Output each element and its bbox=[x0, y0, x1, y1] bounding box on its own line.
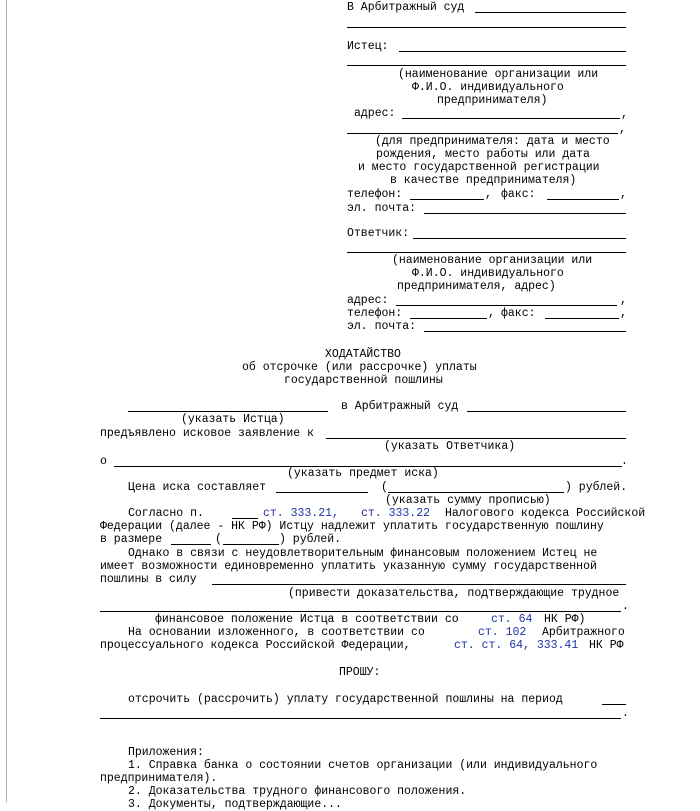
entrepreneur-hint-3: и место государственной регистрации bbox=[358, 161, 600, 174]
plaintiff-blank-2[interactable] bbox=[347, 65, 626, 66]
attachments-title: Приложения: bbox=[128, 746, 204, 759]
para3-line1-start: На основании изложенного, в соответствии со bbox=[128, 626, 425, 639]
request-line: отсрочить (рассрочить) уплату государственной пошлины на период bbox=[128, 693, 563, 706]
comma: , bbox=[621, 108, 628, 121]
plaintiff-address-blank-2[interactable] bbox=[347, 133, 618, 134]
defendant-phone-label: телефон: bbox=[347, 307, 403, 320]
period: . bbox=[622, 600, 629, 613]
para3-line1-end: Арбитражного bbox=[542, 626, 625, 639]
defendant-fax-blank[interactable] bbox=[545, 318, 619, 319]
fee-number-blank[interactable] bbox=[171, 544, 211, 545]
plaintiff-hint: (указать Истца) bbox=[181, 413, 285, 426]
link-art-64[interactable]: ст. 64 bbox=[491, 613, 533, 626]
para3-line2-end: НК РФ bbox=[589, 639, 624, 652]
para2-line5-start: финансовое положение Истца в соответствии со bbox=[155, 613, 459, 626]
reason-blank-2[interactable] bbox=[100, 611, 621, 612]
plaintiff-phone-label: телефон: bbox=[347, 188, 403, 201]
plaintiff-name-blank[interactable] bbox=[128, 411, 328, 412]
link-art-102[interactable]: ст. 102 bbox=[478, 626, 527, 639]
para1-line3-start: в размере bbox=[100, 533, 163, 546]
para1-start: Согласно п. bbox=[128, 507, 204, 520]
defendant-fax-label: факс: bbox=[501, 307, 536, 320]
about-text: о bbox=[100, 455, 107, 468]
period-blank-2[interactable] bbox=[100, 718, 621, 719]
attachment-3: 3. Документы, подтверждающие... bbox=[128, 798, 342, 811]
paren-open: ( bbox=[381, 481, 388, 494]
plaintiff-org-hint-2: Ф.И.О. индивидуального bbox=[412, 81, 564, 94]
entrepreneur-hint-1: (для предпринимателя: дата и место bbox=[375, 135, 610, 148]
plaintiff-blank[interactable] bbox=[399, 51, 626, 52]
document-subtitle-2: государственной пошлины bbox=[284, 374, 443, 387]
para1-end: Налогового кодекса Российской bbox=[445, 507, 646, 520]
comma: , bbox=[620, 294, 627, 307]
plaintiff-phone-blank[interactable] bbox=[410, 199, 484, 200]
court-name-blank[interactable] bbox=[475, 12, 626, 13]
price-label: Цена иска составляет bbox=[128, 481, 267, 494]
defendant-blank-2[interactable] bbox=[347, 252, 626, 253]
defendant-hint: (указать Ответчика) bbox=[384, 440, 516, 453]
plaintiff-email-label: эл. почта: bbox=[347, 202, 417, 215]
link-art-333-22[interactable]: ст. 333.22 bbox=[361, 507, 431, 520]
plaintiff-address-label: адрес: bbox=[354, 107, 396, 120]
defendant-address-label: адрес: bbox=[347, 294, 389, 307]
plaintiff-org-hint-3: предпринимателя) bbox=[437, 94, 548, 107]
defendant-email-label: эл. почта: bbox=[347, 320, 417, 333]
plaintiff-email-blank[interactable] bbox=[424, 213, 626, 214]
comma: , bbox=[620, 188, 627, 201]
link-art-333-21[interactable]: ст. 333.21, bbox=[263, 507, 339, 520]
court-label: В Арбитражный суд bbox=[347, 1, 465, 14]
subject-hint: (указать предмет иска) bbox=[287, 467, 439, 480]
defendant-org-hint-3: предпринимателя, адрес) bbox=[397, 280, 556, 293]
period: . bbox=[622, 707, 629, 720]
court-phrase: в Арбитражный суд bbox=[341, 400, 459, 413]
defendant-blank[interactable] bbox=[413, 238, 626, 239]
plaintiff-fax-label: факс: bbox=[501, 188, 536, 201]
paren-open: ( bbox=[215, 533, 222, 546]
link-art-64-333-41[interactable]: ст. ст. 64, 333.41 bbox=[454, 639, 579, 652]
comma: , bbox=[620, 307, 627, 320]
defendant-phone-blank[interactable] bbox=[410, 318, 487, 319]
defendant-org-hint-1: (наименование организации или bbox=[392, 254, 593, 267]
defendant-org-hint-2: Ф.И.О. индивидуального bbox=[412, 267, 564, 280]
document-subtitle-1: об отсрочке (или рассрочке) уплаты bbox=[242, 361, 477, 374]
plaintiff-address-blank[interactable] bbox=[402, 118, 620, 119]
claim-filed-text: предъявлено исковое заявление к bbox=[100, 427, 314, 440]
request-heading: ПРОШУ: bbox=[339, 666, 381, 679]
defendant-address-blank[interactable] bbox=[396, 305, 617, 306]
price-words-blank[interactable] bbox=[388, 492, 564, 493]
defendant-label: Ответчик: bbox=[347, 227, 410, 240]
plaintiff-label: Истец: bbox=[347, 40, 389, 53]
period: . bbox=[621, 455, 628, 468]
document-title: ХОДАТАЙСТВО bbox=[325, 348, 401, 361]
comma: , bbox=[485, 188, 492, 201]
para3-line2-start: процессуального кодекса Российской Федерации, bbox=[100, 639, 411, 652]
fee-words-blank[interactable] bbox=[223, 544, 279, 545]
para1-line2: Федерации (далее - НК РФ) Истцу надлежит уплатить государственную пошлину bbox=[100, 520, 604, 533]
attachment-1: 1. Справка банка о состоянии счетов организации (или индивидуального bbox=[128, 759, 598, 772]
court-phrase-blank[interactable] bbox=[467, 411, 626, 412]
defendant-name-blank[interactable] bbox=[326, 438, 626, 439]
entrepreneur-hint-4: в качестве предпринимателя) bbox=[390, 174, 577, 187]
reason-blank[interactable] bbox=[212, 584, 626, 585]
rubles-text: ) рублей. bbox=[565, 481, 628, 494]
plaintiff-fax-blank[interactable] bbox=[547, 199, 619, 200]
price-number-blank[interactable] bbox=[276, 492, 368, 493]
para2-line2: имеет возможности единовременно уплатить указанную сумму государственной bbox=[100, 560, 597, 573]
amount-words-hint: (указать сумму прописью) bbox=[385, 494, 551, 507]
para2-line3: пошлины в силу bbox=[100, 573, 197, 586]
entrepreneur-hint-2: рождения, место работы или дата bbox=[376, 148, 590, 161]
plaintiff-org-hint-1: (наименование организации или bbox=[398, 68, 599, 81]
comma: , bbox=[619, 123, 626, 136]
defendant-email-blank[interactable] bbox=[424, 331, 626, 332]
para2-line5-end: НК РФ) bbox=[544, 613, 586, 626]
clause-blank[interactable] bbox=[232, 518, 258, 519]
court-name-blank-2[interactable] bbox=[347, 27, 626, 28]
attachment-2: 2. Доказательства трудного финансового положения. bbox=[128, 785, 467, 798]
comma: , bbox=[488, 307, 495, 320]
attachment-1-cont: предпринимателя). bbox=[100, 772, 218, 785]
period-blank[interactable] bbox=[602, 704, 626, 705]
para2-line1: Однако в связи с неудовлетворительным финансовым положением Истец не bbox=[128, 547, 598, 560]
para1-rubles: ) рублей. bbox=[279, 533, 342, 546]
page-left-border bbox=[6, 0, 7, 802]
evidence-hint: (привести доказательства, подтверждающие трудное bbox=[288, 587, 620, 600]
